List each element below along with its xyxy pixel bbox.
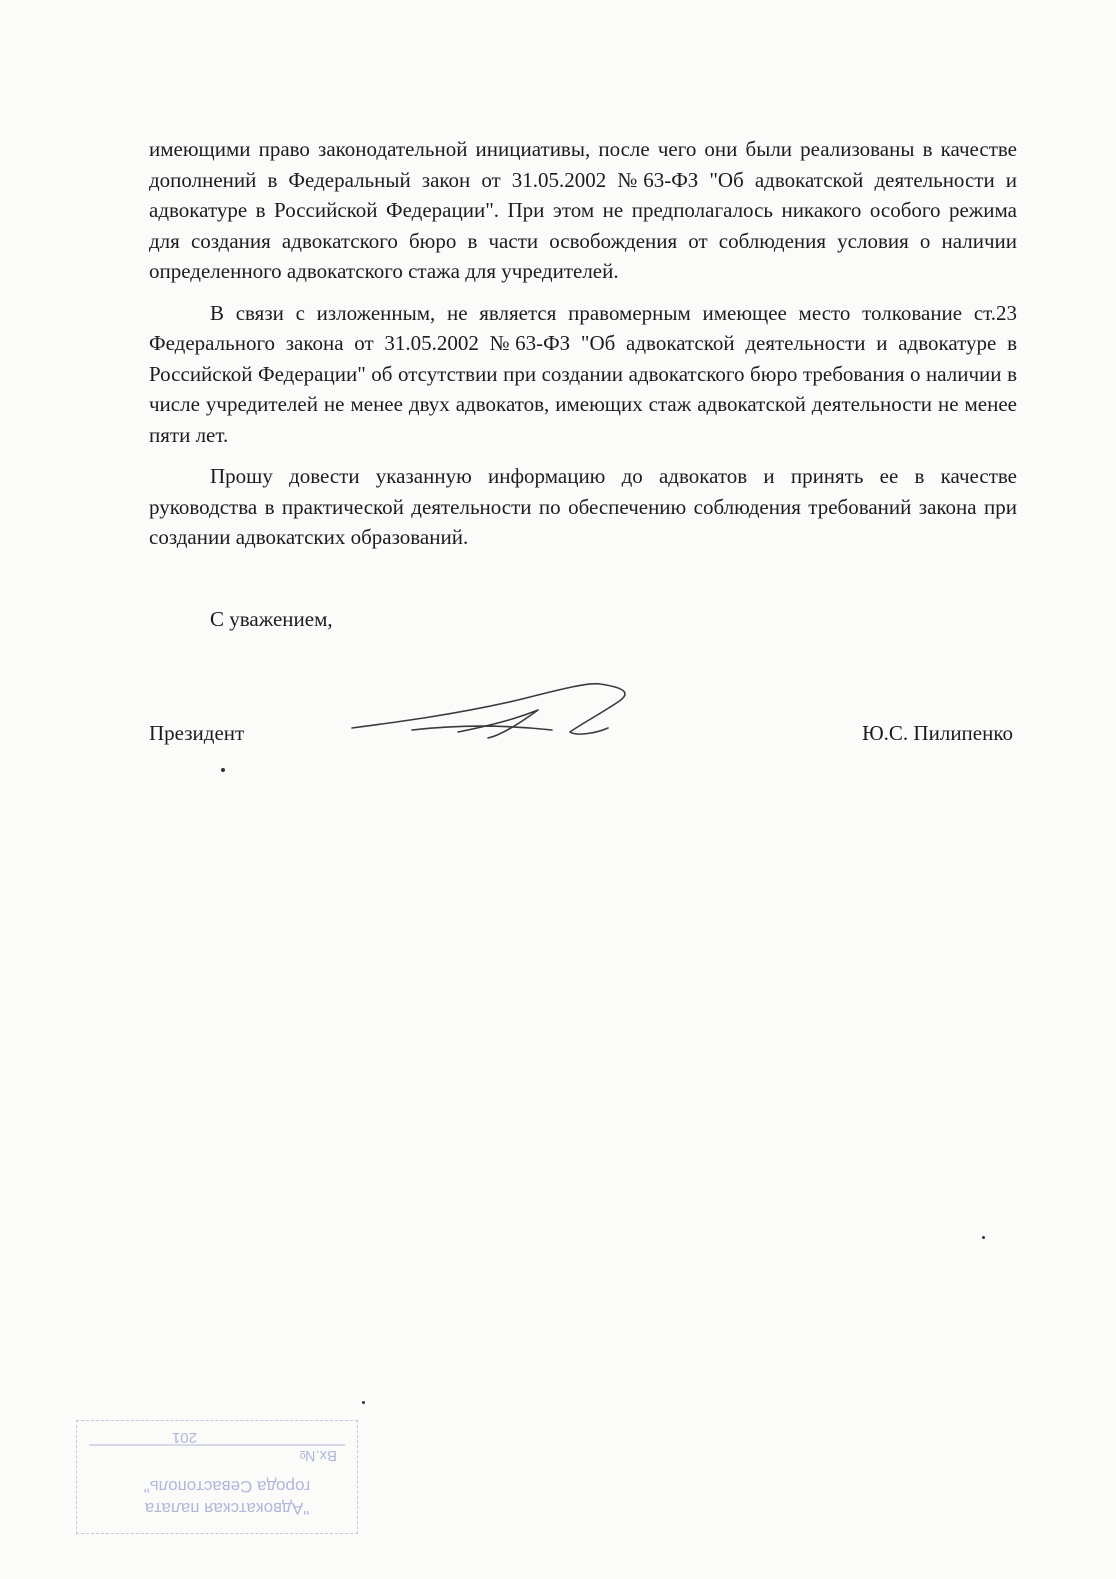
signer-position: Президент [149, 721, 245, 745]
stamp-line-2: города Севастополь" [143, 1477, 311, 1496]
stamp-number-label: Вх.№ [299, 1447, 337, 1464]
registration-stamp [76, 1420, 358, 1534]
scan-speck [982, 1236, 985, 1239]
stamp-line-1: "Адвокатская палата [144, 1499, 310, 1518]
scan-speck [362, 1401, 365, 1404]
signer-name: Ю.С. Пилипенко [862, 721, 1013, 745]
scan-speck [221, 768, 225, 772]
handwritten-signature [338, 670, 648, 750]
closing-phrase: С уважением, [210, 607, 333, 631]
paragraph-continuation: имеющими право законодательной инициативы, после чего они были реализованы в качестве дополнений в Федеральный закон от 31.05.2002 №63-ФЗ "Об адвокатской деятельности и адвокатуре в Российской Федерации". При этом не предполагалось никакого особого режима для создания адвокатского бюро в части освобождения от соблюдения условия о наличии определенного адвокатского стажа для учредителей. [149, 137, 1017, 283]
stamp-year-label: 201 [171, 1429, 197, 1446]
paragraph-request: Прошу довести указанную информацию до адвокатов и принять ее в качестве руководства в практической деятельности по обеспечению соблюдения требований закона при создании адвокатских образований. [149, 464, 1017, 549]
letter-body [149, 134, 1017, 553]
stamp-impression [77, 1421, 357, 1533]
paragraph-interpretation: В связи с изложенным, не является правомерным имеющее место толкование ст.23 Федерального закона от 31.05.2002 №63-ФЗ "Об адвокатской деятельности и адвокатуре в Российской Федерации" об отсутствии при создании адвокатского бюро требования о наличии в числе учредителей не менее двух адвокатов, имеющих стаж адвокатской деятельности не менее пяти лет. [149, 300, 1017, 447]
